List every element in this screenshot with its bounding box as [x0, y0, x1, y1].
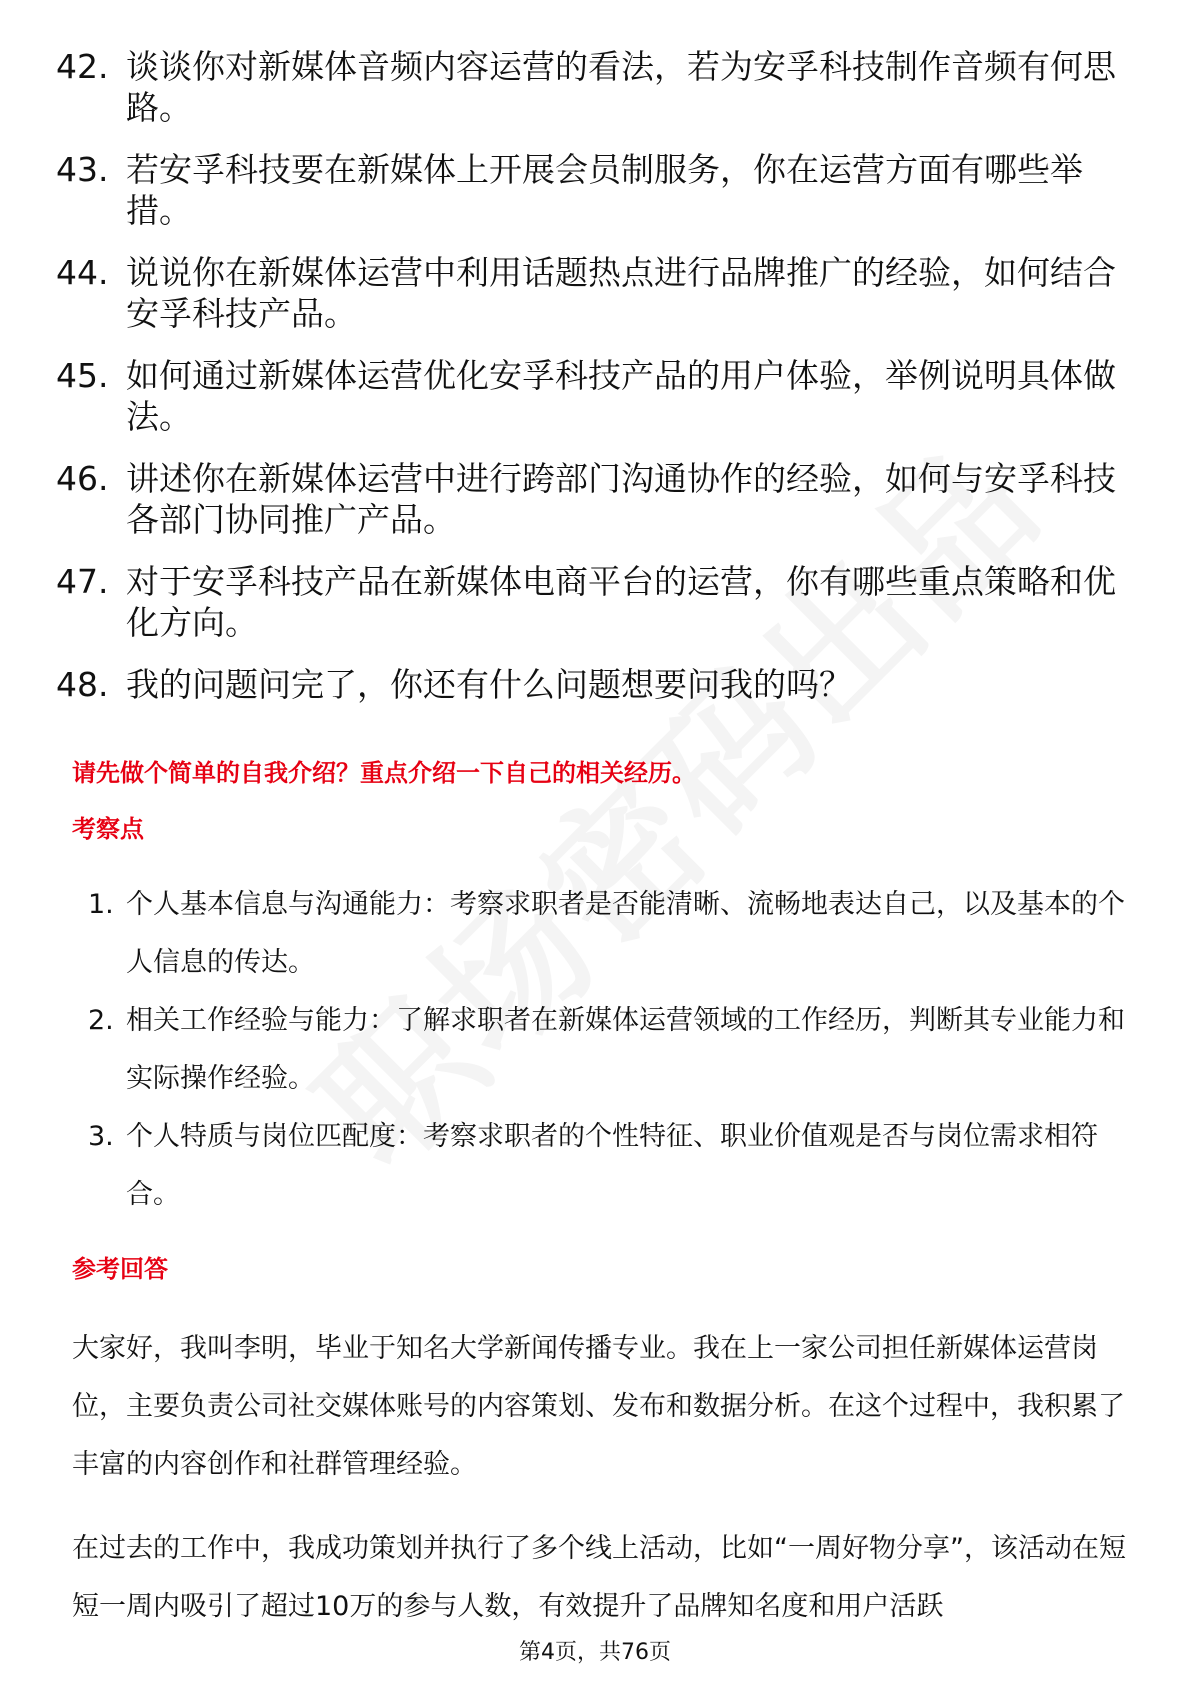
- question-number: 48.: [56, 665, 109, 704]
- list-item: [56, 355, 1136, 437]
- question-number: 45.: [56, 356, 109, 395]
- inspection-points: [72, 876, 1132, 1224]
- question-title: 请先做个简单的自我介绍？重点介绍一下自己的相关经历。: [72, 759, 696, 787]
- question-text: 我的问题问完了，你还有什么问题想要问我的吗？: [126, 665, 852, 704]
- question-number: 44.: [56, 253, 109, 292]
- question-number: 43.: [56, 150, 109, 189]
- question-text: 对于安孚科技产品在新媒体电商平台的运营，你有哪些重点策略和优化方向。: [126, 562, 1116, 642]
- list-item: [72, 1108, 1132, 1224]
- list-item: [56, 149, 1136, 231]
- point-number: 3.: [88, 1121, 114, 1152]
- question-text: 讲述你在新媒体运营中进行跨部门沟通协作的经验，如何与安孚科技各部门协同推广产品。: [126, 459, 1116, 539]
- list-item: [56, 664, 1136, 705]
- point-text: 个人特质与岗位匹配度：考察求职者的个性特征、职业价值观是否与岗位需求相符合。: [126, 1121, 1098, 1210]
- point-number: 1.: [88, 889, 114, 920]
- list-item: [72, 992, 1132, 1108]
- question-text: 说说你在新媒体运营中利用话题热点进行品牌推广的经验，如何结合安孚科技产品。: [126, 253, 1116, 333]
- answer-paragraph: 在过去的工作中，我成功策划并执行了多个线上活动，比如“一周好物分享”，该活动在短短一周内吸引了超过10万的参与人数，有效提升了品牌知名度和用户活跃: [72, 1533, 1126, 1622]
- list-item: [56, 458, 1136, 540]
- point-text: 个人基本信息与沟通能力：考察求职者是否能清晰、流畅地表达自己，以及基本的个人信息的传达。: [126, 889, 1125, 978]
- point-text: 相关工作经验与能力：了解求职者在新媒体运营领域的工作经历，判断其专业能力和实际操作经验。: [126, 1005, 1125, 1094]
- answer-paragraph: 大家好，我叫李明，毕业于知名大学新闻传播专业。我在上一家公司担任新媒体运营岗位，主要负责公司社交媒体账号的内容策划、发布和数据分析。在这个过程中，我积累了丰富的内容创作和社群管理经验。: [72, 1333, 1125, 1480]
- point-number: 2.: [88, 1005, 114, 1036]
- answer-heading: 参考回答: [72, 1255, 168, 1283]
- question-text: 谈谈你对新媒体音频内容运营的看法，若为安孚科技制作音频有何思路。: [126, 47, 1116, 127]
- page-number: 第4页，共76页: [519, 1640, 671, 1665]
- question-text: 如何通过新媒体运营优化安孚科技产品的用户体验，举例说明具体做法。: [126, 356, 1116, 436]
- inspection-heading: 考察点: [72, 815, 144, 843]
- list-item: [56, 46, 1136, 128]
- question-text: 若安孚科技要在新媒体上开展会员制服务，你在运营方面有哪些举措。: [126, 150, 1083, 230]
- list-item: [72, 876, 1132, 992]
- question-list: [56, 46, 1136, 726]
- list-item: [56, 561, 1136, 643]
- question-number: 42.: [56, 47, 109, 86]
- question-number: 46.: [56, 459, 109, 498]
- question-number: 47.: [56, 562, 109, 601]
- list-item: [56, 252, 1136, 334]
